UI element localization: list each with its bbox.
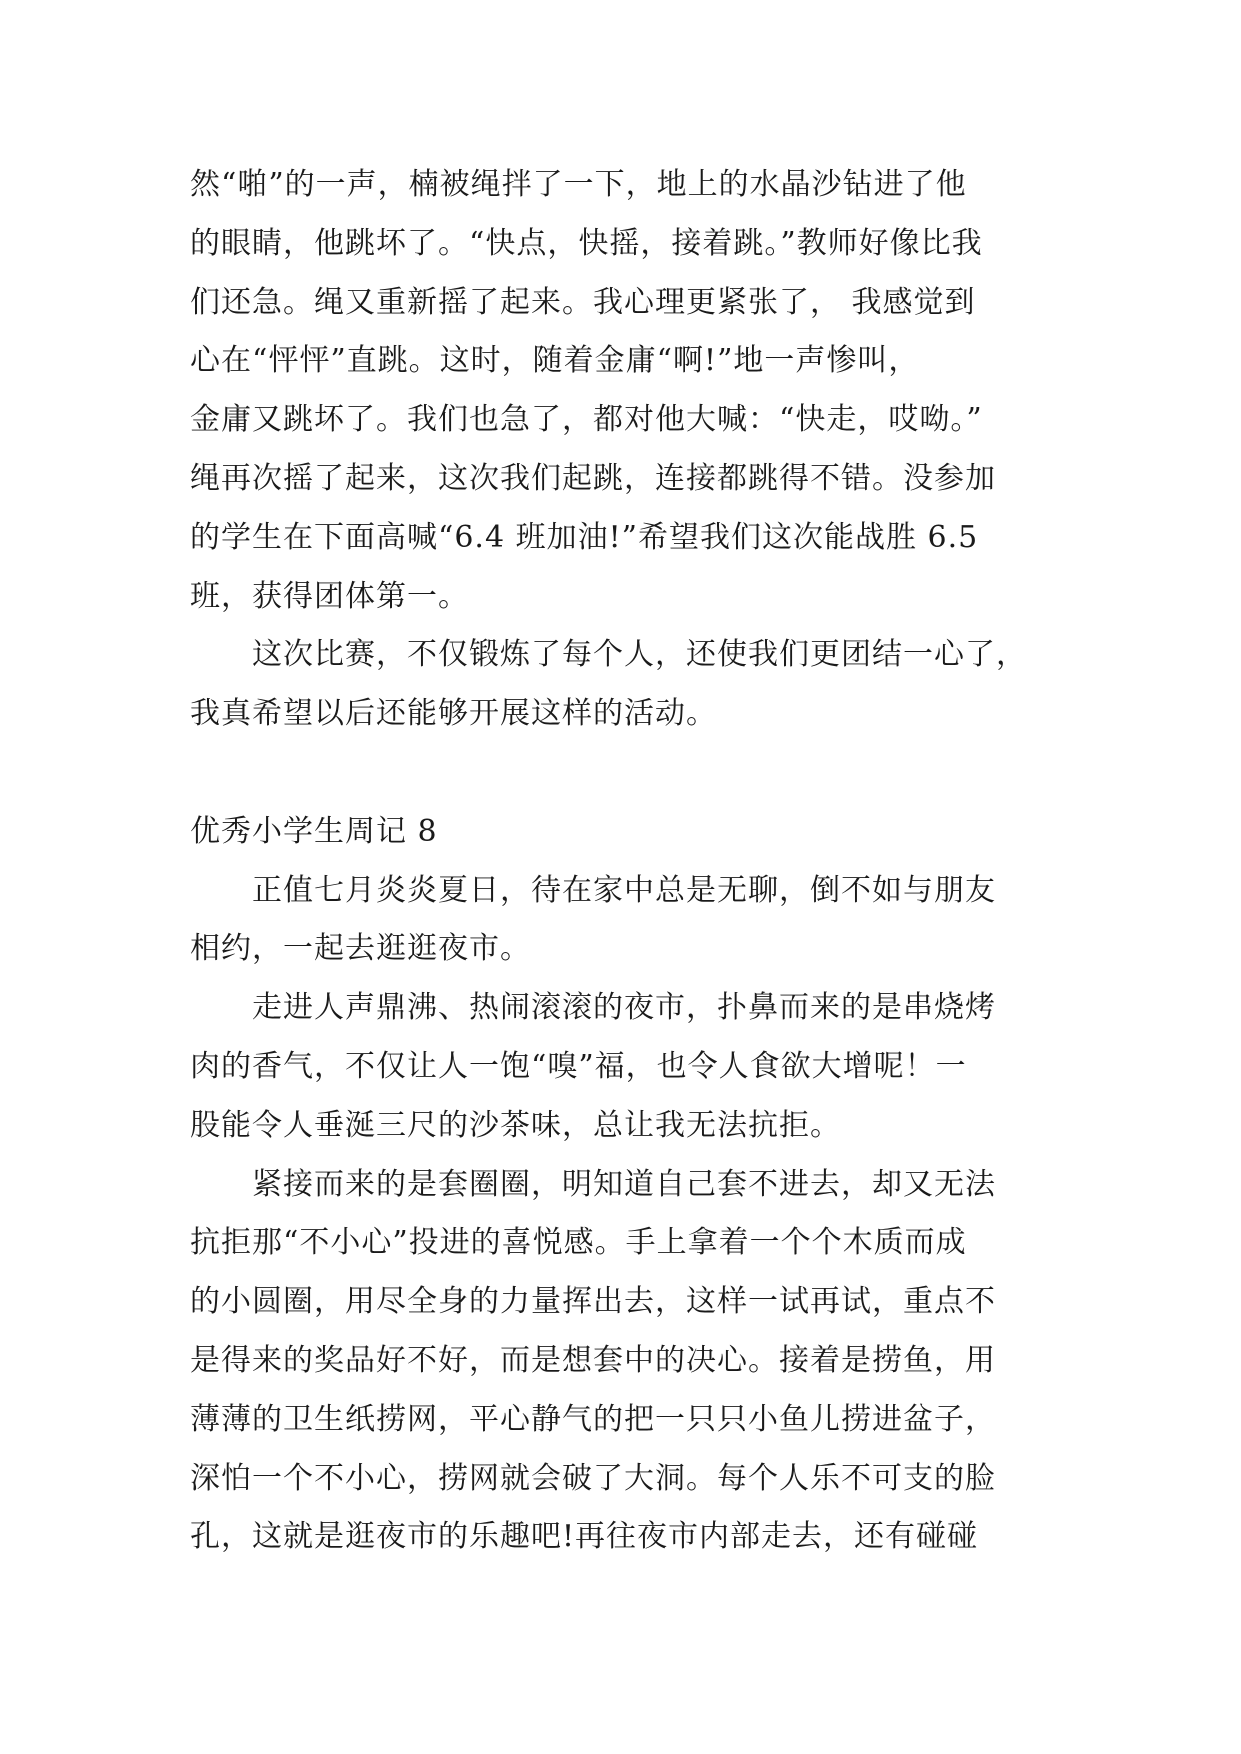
text-line: 绳再次摇了起来，这次我们起跳，连接都跳得不错。没参加 <box>190 460 996 496</box>
section-title: 优秀小学生周记 8 <box>190 813 438 849</box>
text-line: 班，获得团体第一。 <box>190 578 469 614</box>
text-line: 我真希望以后还能够开展这样的活动。 <box>190 696 717 732</box>
text-line: 紧接而来的是套圈圈，明知道自己套不进去，却又无法 <box>190 1166 996 1202</box>
text-line: 走进人声鼎沸、热闹滚滚的夜市，扑鼻而来的是串烧烤 <box>190 990 996 1026</box>
text-line: 股能令人垂涎三尺的沙茶味，总让我无法抗拒。 <box>190 1107 841 1143</box>
text-line: 深怕一个不小心，捞网就会破了大洞。每个人乐不可支的脸 <box>190 1460 996 1496</box>
text-line: 金庸又跳坏了。我们也急了，都对他大喊：“快走，哎呦。” <box>190 402 983 438</box>
text-line: 是得来的奖品好不好，而是想套中的决心。接着是捞鱼，用 <box>190 1342 996 1378</box>
text-line: 抗拒那“不小心”投进的喜悦感。手上拿着一个个木质而成 <box>190 1225 967 1261</box>
text-line: 们还急。绳又重新摇了起来。我心理更紧张了， 我感觉到 <box>190 284 976 320</box>
text-line: 正值七月炎炎夏日，待在家中总是无聊，倒不如与朋友 <box>190 872 996 908</box>
text-line: 这次比赛，不仅锻炼了每个人，还使我们更团结一心了， <box>190 637 1027 673</box>
text-line: 心在“怦怦”直跳。这时，随着金庸“啊!”地一声惨叫， <box>190 343 920 379</box>
text-line: 肉的香气，不仅让人一饱“嗅”福，也令人食欲大增呢！一 <box>190 1048 967 1084</box>
document-body <box>190 156 1060 1567</box>
text-line: 薄薄的卫生纸捞网，平心静气的把一只只小鱼儿捞进盆子， <box>190 1401 996 1437</box>
text-line: 相约，一起去逛逛夜市。 <box>190 931 531 967</box>
text-line: 然“啪”的一声，楠被绳拌了一下，地上的水晶沙钻进了他 <box>190 167 967 202</box>
text-line: 的小圆圈，用尽全身的力量挥出去，这样一试再试，重点不 <box>190 1284 996 1320</box>
paragraph-gap <box>190 744 1060 803</box>
text-line: 的眼睛，他跳坏了。“快点，快摇，接着跳。”教师好像比我 <box>190 225 983 261</box>
text-line: 的学生在下面高喊“6.4 班加油!”希望我们这次能战胜 6.5 <box>190 519 979 555</box>
text-line: 孔，这就是逛夜市的乐趣吧!再往夜市内部走去，还有碰碰 <box>190 1519 979 1555</box>
